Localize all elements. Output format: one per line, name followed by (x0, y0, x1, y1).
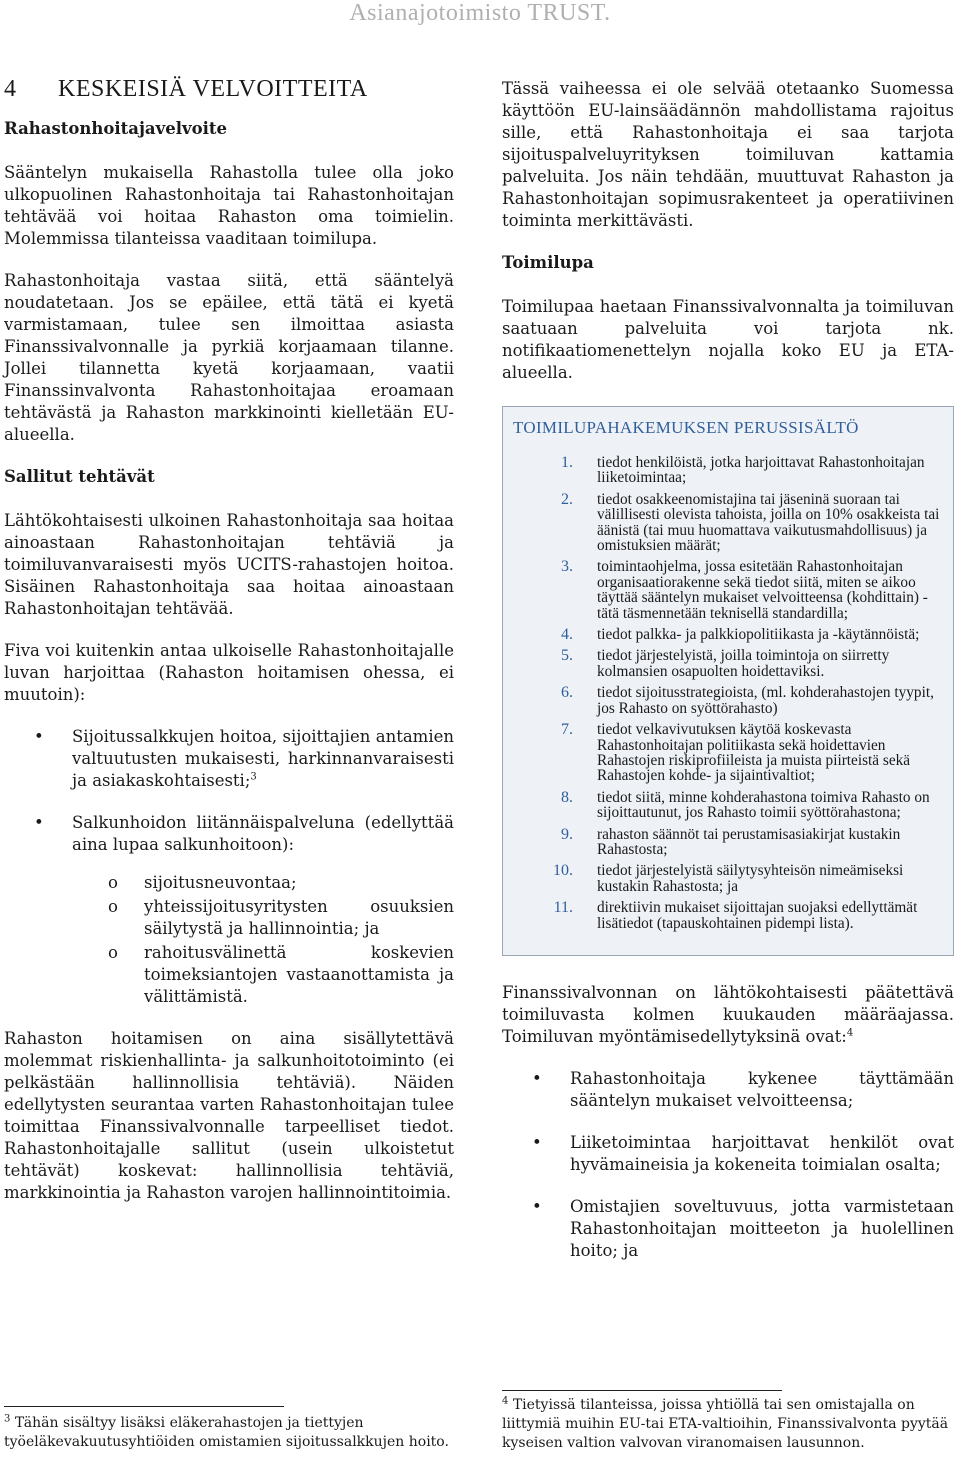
list-item (502, 1132, 954, 1176)
section-title (4, 78, 454, 100)
footnote-number: 4 (502, 1395, 509, 1407)
license-application-box (502, 406, 954, 956)
sub-list-item (72, 896, 454, 940)
list-item (4, 726, 454, 792)
item-number: 6. (561, 684, 573, 702)
item-number: 1. (561, 454, 573, 471)
list-item (513, 863, 941, 894)
list-item (513, 900, 941, 931)
list-item (4, 812, 454, 1008)
list-item (513, 827, 941, 858)
list-item (513, 722, 941, 784)
list-item-text: Liiketoimintaa harjoittavat henkilöt ovat hyvämaineisia ja kokeneita toimialan osalta; (570, 1132, 954, 1174)
license-conditions-list (502, 1068, 954, 1262)
section-number: 4 (4, 76, 17, 102)
list-item (502, 1196, 954, 1262)
list-item (513, 627, 941, 642)
list-item (513, 648, 941, 679)
sub-list-item-text: yhteissijoitusyritysten osuuksien säilytystä ja hallinnointia; ja (144, 897, 454, 938)
circle-bullet-icon: o (108, 873, 118, 892)
item-text: toimintaohjelma, jossa esitetään Rahastonhoitajan organisaatiorakenne sekä tiedot siitä, miten se aikoo täyttää sääntelyn mukaiset velvoitteensa (kohdittain) - tätä täsmennetään teknisellä standardilla; (597, 558, 928, 622)
item-text: direktiivin mukaiset sijoittajan suojaksi edellyttämät lisätiedot (tapauskohtainen pidempi lista). (597, 899, 918, 932)
item-number: 5. (561, 647, 573, 665)
footnote-ref[interactable]: 4 (846, 1027, 854, 1039)
item-text: tiedot järjestelyistä säilytysyhteisön nimeämiseksi kustakin Rahastosta; ja (597, 862, 904, 895)
list-item (513, 685, 941, 716)
footnote-3 (4, 1414, 454, 1452)
list-item-text: Salkunhoidon liitännäispalveluna (edellyttää aina lupaa salkunhoitoon): (72, 813, 454, 854)
footnote-ref[interactable]: 3 (250, 771, 257, 783)
list-item (513, 559, 941, 621)
item-text: tiedot sijoitusstrategioista, (ml. kohderahastojen tyypit, jos Rahasto on syöttörahasto) (597, 684, 934, 717)
item-number: 8. (561, 788, 573, 806)
list-item-text: Omistajien soveltuvuus, jotta varmistetaan Rahastonhoitajan moitteeton ja huolellinen hoito; ja (570, 1196, 954, 1260)
sub-list-item-text: rahoitusvälinettä koskevien toimeksiantojen vastaanottamista ja välittämistä. (144, 943, 454, 1006)
paragraph-text: Finanssivalvonnan on lähtökohtaisesti päätettävä toimiluvasta kolmen kuukauden määräajassa. Toimiluvan myöntämisedellytyksinä ovat: (502, 982, 954, 1046)
item-number: 10. (553, 862, 573, 880)
heading-sallitut-tehtavat: Sallitut tehtävät (4, 467, 155, 486)
list-item (513, 790, 941, 821)
circle-bullet-icon: o (108, 943, 118, 962)
paragraph: Rahastonhoitaja vastaa siitä, että sääntelyä noudatetaan. Jos se epäilee, että tätä ei kyetä varmistamaan, tulee sen ilmoittaa asiasta Finanssivalvonnalle ja pyrkiä korjaamaan tilanne. Jollei tilannetta kyetä korjaamaan, vaatii Finanssinvalvonta Rahastonhoitajaa eroamaan tehtävästä ja Rahaston markkinointi kielletään EU-alueella. (4, 271, 454, 444)
item-number: 3. (561, 558, 573, 576)
item-text: tiedot velkavivutuksen käytöä koskevasta Rahastonhoitajan politiikasta sekä hoidettavien Rahastojen riskiprofiileista ja muista piirteistä sekä Rahastojen kohde- ja sijaintivaltiot; (597, 721, 911, 785)
footnote-4 (502, 1396, 954, 1453)
firm-name: Asianajotoimisto TRUST. (349, 0, 611, 26)
box-title: TOIMILUPAHAKEMUKSEN PERUSSISÄLTÖ (513, 418, 859, 437)
page-header (0, 0, 960, 27)
heading-rahastonhoitajavelvoite: Rahastonhoitajavelvoite (4, 119, 227, 138)
item-number: 4. (561, 626, 573, 644)
list-item (502, 1068, 954, 1112)
heading-toimilupa: Toimilupa (502, 253, 594, 272)
sub-list (72, 872, 454, 1008)
bullet-icon: • (532, 1068, 542, 1088)
bullet-icon: • (532, 1132, 542, 1152)
section-title-text: KESKEISIÄ VELVOITTEITA (58, 76, 368, 102)
item-text: tiedot osakkeenomistajina tai jäseninä suoraan tai välillisesti olevista tahoista, joilla on 10% osakkeista tai äänistä (tai muu huomattava vaikutusmahdollisuus) ja omistuksien määrät; (597, 490, 940, 555)
bullet-icon: • (532, 1196, 542, 1216)
paragraph (502, 982, 954, 1048)
footnote-divider (502, 1390, 782, 1391)
allowed-services-list (4, 726, 454, 1008)
circle-bullet-icon: o (108, 897, 118, 916)
left-column (4, 78, 454, 1224)
item-text: tiedot palkka- ja palkkiopolitiikasta ja -käytännöistä; (597, 626, 920, 644)
sub-list-item-text: sijoitusneuvontaa; (144, 873, 297, 892)
sub-list-item (72, 872, 454, 894)
paragraph: Lähtökohtaisesti ulkoinen Rahastonhoitaja saa hoitaa ainoastaan Rahastonhoitajan tehtäviä ja toimiluvanvaraisesti myös UCITS-rahastojen hoitoa. Sisäinen Rahastonhoitaja saa hoitaa ainoastaan Rahastonhoitajan tehtävää. (4, 511, 454, 618)
list-item-text: Sijoitussalkkujen hoitoa, sijoittajien antamien valtuutusten mukaisesti, harkinnanvaraisesti ja asiakaskohtaisesti; (72, 727, 454, 790)
list-item-text: Rahastonhoitaja kykenee täyttämään sääntelyn mukaiset velvoitteensa; (570, 1068, 954, 1110)
paragraph: Toimilupaa haetaan Finanssivalvonnalta ja toimiluvan saatuaan palveluita voi tarjota nk. notifikaatiomenettelyn nojalla koko EU ja ETA-alueella. (502, 297, 954, 382)
paragraph: Sääntelyn mukaisella Rahastolla tulee olla joko ulkopuolinen Rahastonhoitaja tai Rahastonhoitajan tehtävää voi hoitaa Rahaston oma toimielin. Molemmissa tilanteissa vaaditaan toimilupa. (4, 163, 454, 248)
list-item (513, 455, 941, 486)
item-number: 9. (561, 825, 573, 843)
list-item (513, 492, 941, 554)
item-number: 7. (561, 721, 573, 739)
item-number: 11. (553, 899, 573, 917)
right-column (502, 78, 954, 1282)
item-text: tiedot henkilöistä, jotka harjoittavat Rahastonhoitajan liiketoimintaa; (597, 454, 925, 487)
item-number: 2. (561, 490, 573, 508)
footnote-divider (4, 1406, 284, 1407)
application-contents-list (513, 455, 941, 931)
item-text: rahaston säännöt tai perustamisasiakirjat kustakin Rahastosta; (597, 825, 901, 858)
footnote-number: 3 (4, 1413, 11, 1425)
paragraph: Tässä vaiheessa ei ole selvää otetaanko Suomessa käyttöön EU-lainsäädännön mahdollistama rajoitus sille, että Rahastonhoitaja ei saa tarjota sijoituspalveluyrityksen toimiluvan kattamia palveluita. Jos näin tehdään, muuttuvat Rahaston ja Rahastonhoitajan sopimusrakenteet ja operatiivinen toiminta merkittävästi. (502, 79, 954, 230)
item-text: tiedot järjestelyistä, joilla toimintoja on siirretty kolmansien osapuolten hoidettaviksi. (597, 647, 890, 680)
sub-list-item (72, 942, 454, 1008)
bullet-icon: • (34, 727, 44, 746)
footnote-text: Tähän sisältyy lisäksi eläkerahastojen ja tiettyjen työeläkevakuutusyhtiöiden omistamien sijoitussalkkujen hoito. (4, 1415, 449, 1450)
bullet-icon: • (34, 813, 44, 832)
footnote-text: Tietyissä tilanteissa, joissa yhtiöllä tai sen omistajalla on liittymiä muihin EU-tai ETA-valtioihin, Finanssivalvonta pyytää kyseisen valtion valvovan viranomaisen lausunnon. (502, 1397, 949, 1451)
paragraph: Rahaston hoitamisen on aina sisällytettävä molemmat riskienhallinta- ja salkunhoitotoiminto (ei pelkästään hallinnollisia tehtäviä). Näiden edellytysten seurantaa varten Rahastonhoitajan tulee toimittaa Finanssivalvonnalle tarpeelliset tiedot. Rahastonhoitajalle sallitut (usein ulkoistetut tehtävät) koskevat: hallinnollisia tehtäviä, markkinointia ja Rahaston varojen hallinnointitoimia. (4, 1029, 454, 1202)
item-text: tiedot siitä, minne kohderahastona toimiva Rahasto on sijoittautunut, jos Rahasto toimii syöttörahastona; (597, 788, 930, 822)
paragraph: Fiva voi kuitenkin antaa ulkoiselle Rahastonhoitajalle luvan harjoittaa (Rahaston hoitamisen ohessa, ei muutoin): (4, 641, 454, 704)
